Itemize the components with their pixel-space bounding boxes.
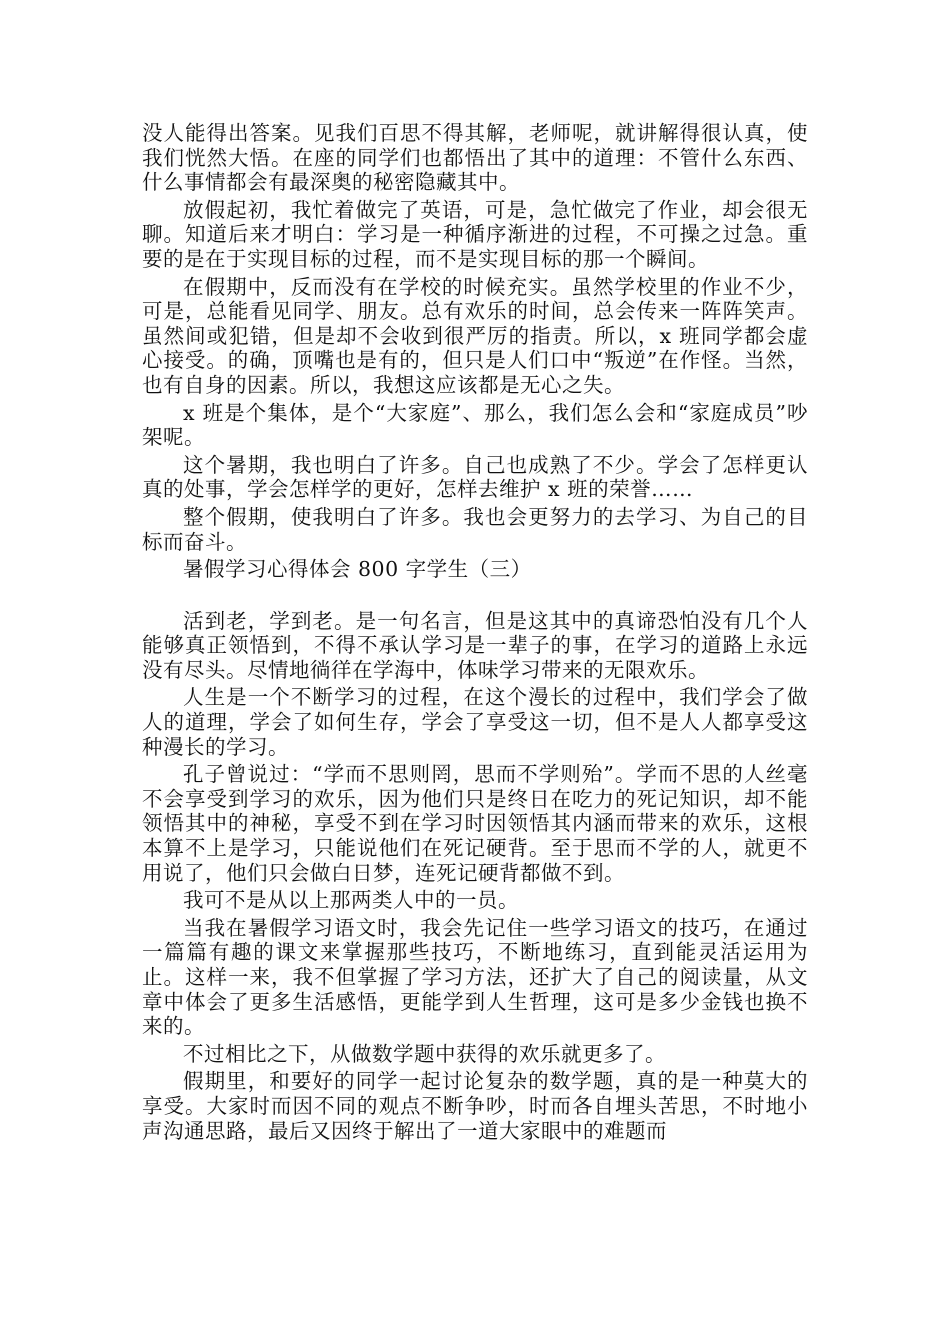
- paragraph: 在假期中，反而没有在学校的时候充实。虽然学校里的作业不少，可是，总能看见同学、朋友。总有欢乐的时间，总会传来一阵阵笑声。虽然间或犯错，但是却不会收到很严厉的指责。所以，x 班同学都会虚心接受。的确，顶嘴也是有的，但只是人们口中“叛逆”在作怪。当然，也有自身的因素。所以，我想这应该都是无心之失。: [142, 274, 808, 397]
- paragraph: 孔子曾说过：“学而不思则罔，思而不学则殆”。学而不思的人丝毫不会享受到学习的欢乐，因为他们只是终日在吃力的死记知识，却不能领悟其中的神秘，享受不到在学习时因领悟其内涵而带来的欢乐，这根本算不上是学习，只能说他们在死记硬背。至于思而不学的人，就更不用说了，他们只会做白日梦，连死记硬背都做不到。: [142, 762, 808, 885]
- section-title: 暑假学习心得体会 800 字学生（三）: [183, 557, 532, 582]
- paragraph: 这个暑期，我也明白了许多。自己也成熟了不少。学会了怎样更认真的处事，学会怎样学的更好，怎样去维护 x 班的荣誉……: [142, 452, 808, 502]
- paragraph: 当我在暑假学习语文时，我会先记住一些学习语文的技巧，在通过一篇篇有趣的课文来掌握那些技巧，不断地练习，直到能灵活运用为止。这样一来，我不但掌握了学习方法，还扩大了自己的阅读量，从文章中体会了更多生活感悟，更能学到人生哲理，这可是多少金钱也换不来的。: [142, 915, 808, 1039]
- paragraph: x 班是个集体，是个“大家庭”、那么，我们怎么会和“家庭成员”吵架呢。: [142, 400, 808, 450]
- blank-line: [142, 585, 808, 609]
- document-body: [142, 121, 808, 1146]
- paragraph: 活到老，学到老。是一句名言，但是这其中的真谛恐怕没有几个人能够真正领悟到，不得不承认学习是一辈子的事，在学习的道路上永远没有尽头。尽情地徜徉在学海中，体味学习带来的无限欢乐。: [142, 608, 808, 682]
- paragraph: 整个假期，使我明白了许多。我也会更努力的去学习、为自己的目标而奋斗。: [142, 504, 808, 554]
- paragraph: 不过相比之下，从做数学题中获得的欢乐就更多了。: [183, 1041, 666, 1066]
- paragraph: 人生是一个不断学习的过程，在这个漫长的过程中，我们学会了做人的道理，学会了如何生存，学会了享受这一切，但不是人人都享受这种漫长的学习。: [142, 685, 808, 759]
- paragraph: 我可不是从以上那两类人中的一员。: [183, 888, 519, 913]
- paragraph: 没人能得出答案。见我们百思不得其解，老师呢，就讲解得很认真，使我们恍然大悟。在座的同学们也都悟出了其中的道理：不管什么东西、什么事情都会有最深奥的秘密隐藏其中。: [142, 121, 808, 195]
- paragraph: 放假起初，我忙着做完了英语，可是，急忙做完了作业，却会很无聊。知道后来才明白：学习是一种循序渐进的过程，不可操之过急。重要的是在于实现目标的过程，而不是实现目标的那一个瞬间。: [142, 197, 808, 271]
- paragraph: 假期里，和要好的同学一起讨论复杂的数学题，真的是一种莫大的享受。大家时而因不同的观点不断争吵，时而各自埋头苦思，不时地小声沟通思路，最后又因终于解出了一道大家眼中的难题而: [142, 1069, 808, 1143]
